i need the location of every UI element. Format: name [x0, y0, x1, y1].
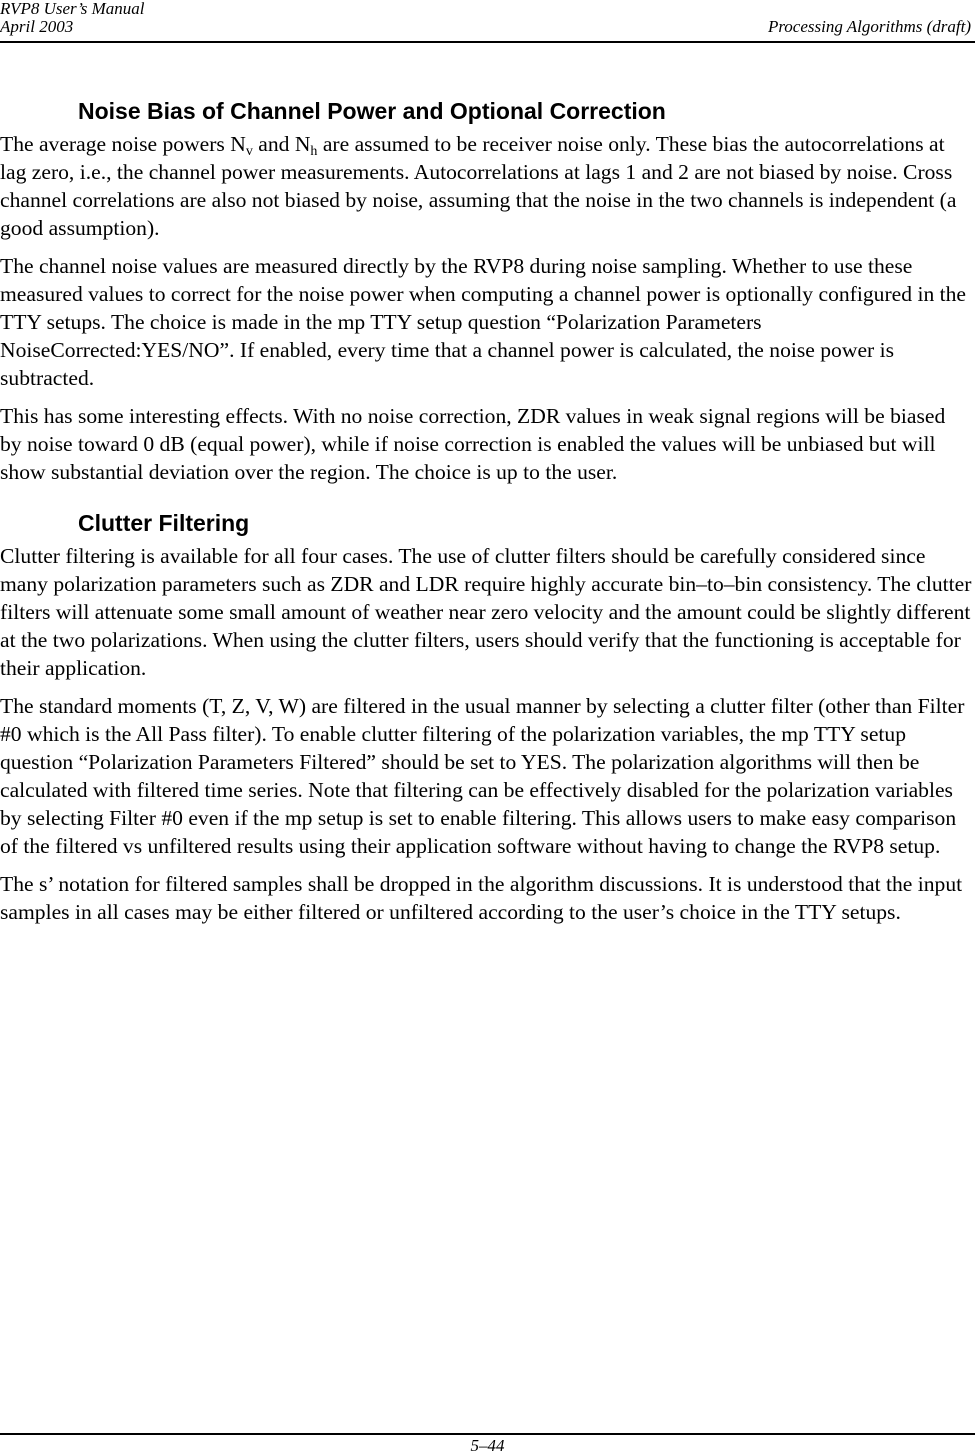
- page-number: 5–44: [470, 1436, 505, 1455]
- running-header-left: [0, 0, 145, 36]
- section-heading-noise-bias: Noise Bias of Channel Power and Optional Correction: [78, 98, 666, 124]
- publication-date: April 2003: [0, 17, 74, 36]
- paragraph-clutter-availability: Clutter filtering is available for all four cases. The use of clutter filters should be carefully considered since many polarization parameters such as ZDR and LDR require highly accurate bin–to–bin consistency. The clutter filters will attenuate some small amount of weather near zero velocity and the amount could be slightly different at the two polarizations. When using the clutter filters, users should verify that the functioning is acceptable for their application.: [0, 544, 972, 680]
- chapter-title: Processing Algorithms (draft): [767, 17, 971, 36]
- manual-title: RVP8 User’s Manual: [0, 0, 145, 18]
- paragraph-noise-correction: The channel noise values are measured directly by the RVP8 during noise sampling. Whether to use these measured values to correct for the noise power when computing a channel power is optionally configured in the TTY setups. The choice is made in the mp TTY setup question “Polarization Parameters NoiseCorrected:YES/NO”. If enabled, every time that a channel power is calculated, the noise power is subtracted.: [0, 254, 967, 390]
- page-body: [0, 96, 972, 936]
- section-heading-clutter-filtering: Clutter Filtering: [78, 510, 250, 536]
- footer-rule: [0, 1433, 975, 1435]
- paragraph-notation: The s’ notation for filtered samples shall be dropped in the algorithm discussions. It is understood that the input samples in all cases may be either filtered or unfiltered according to the user’s choice in the TTY setups.: [0, 872, 963, 924]
- paragraph-noise-effects: This has some interesting effects. With no noise correction, ZDR values in weak signal regions will be biased by noise toward 0 dB (equal power), while if noise correction is enabled the values will be unbiased but will show substantial deviation over the region. The choice is up to the user.: [0, 404, 946, 484]
- subscript-v: v: [245, 144, 253, 159]
- subscript-h: h: [310, 144, 318, 159]
- paragraph-noise-powers: The average noise powers $N_v$ and $N_h$ are assumed to be receiver noise only. These bias the autocorrelations at lag zero, i.e., the channel power measurements. Autocorrelations at lags 1 and 2 are not biased by noise. Cross channel correlations are also not biased by noise, assuming that the noise in the two channels is independent (a good assumption).: [0, 132, 957, 240]
- header-rule: [0, 41, 975, 43]
- paragraph-standard-moments: The standard moments (T, Z, V, W) are filtered in the usual manner by selecting a clutter filter (other than Filter #0 which is the All Pass filter). To enable clutter filtering of the polarization variables, the mp TTY setup question “Polarization Parameters Filtered” should be set to YES. The polarization algorithms will then be calculated with filtered time series. Note that filtering can be effectively disabled for the polarization variables by selecting Filter #0 even if the mp setup is set to enable filtering. This allows users to make easy comparison of the filtered vs unfiltered results using their application software without having to change the RVP8 setup.: [0, 694, 965, 858]
